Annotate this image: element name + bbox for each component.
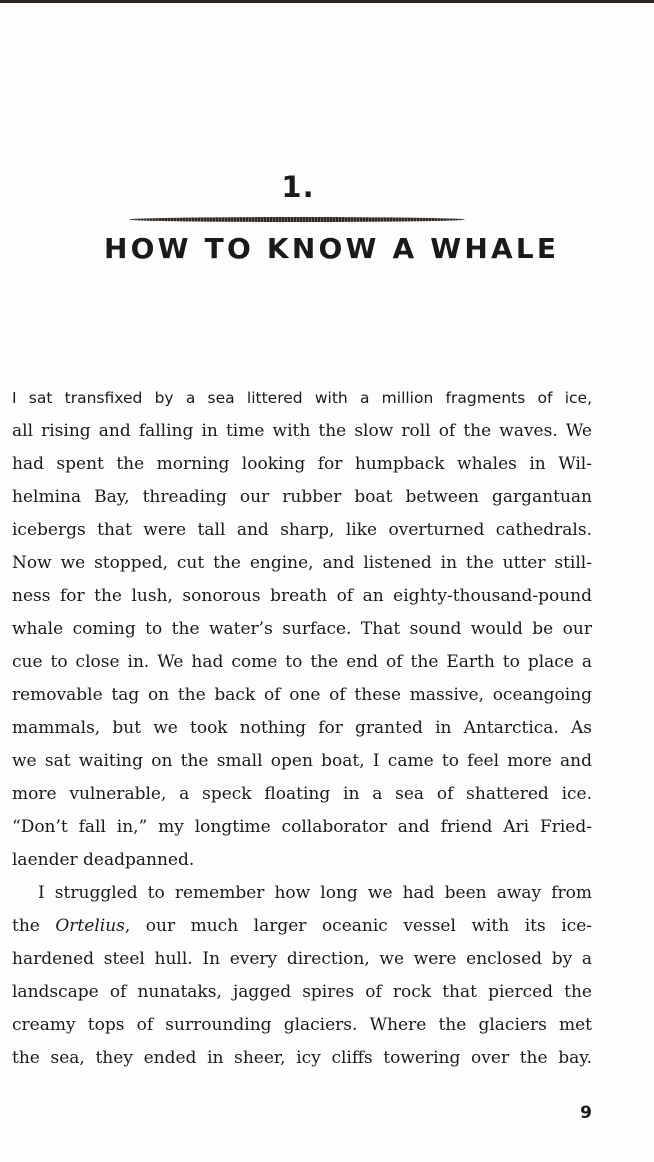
- text-line: had spent the morning looking for humpback whales in Wil-: [12, 454, 592, 474]
- body-text: [12, 382, 592, 1075]
- page-number: 9: [580, 1103, 592, 1123]
- text-line: whale coming to the water’s surface. That sound would be our: [12, 619, 592, 639]
- text-line: more vulnerable, a speck floating in a sea of shattered ice.: [12, 784, 592, 804]
- text-line: the sea, they ended in sheer, icy cliffs towering over the bay.: [12, 1048, 592, 1068]
- text-line: “Don’t fall in,” my longtime collaborator and friend Ari Fried-: [12, 817, 592, 837]
- text-line: creamy tops of surrounding glaciers. Where the glaciers met: [12, 1015, 592, 1035]
- text-line: I sat transfixed by a sea littered with a million fragments of ice,: [12, 389, 592, 407]
- text-line: all rising and falling in time with the slow roll of the waves. We: [12, 421, 592, 441]
- text-line: we sat waiting on the small open boat, I came to feel more and: [12, 751, 592, 771]
- text-line: ness for the lush, sonorous breath of an eighty-thousand-pound: [12, 586, 592, 606]
- text-line: Now we stopped, cut the engine, and listened in the utter still-: [12, 553, 592, 573]
- text-line: icebergs that were tall and sharp, like overturned cathedrals.: [12, 520, 592, 540]
- text-line: removable tag on the back of one of these massive, oceangoing: [12, 685, 592, 705]
- text-line: landscape of nunataks, jagged spires of rock that pierced the: [12, 982, 592, 1002]
- text-line: laender deadpanned.: [12, 850, 195, 870]
- text-line: hardened steel hull. In every direction, we were enclosed by a: [12, 949, 592, 969]
- page-top-edge: [0, 0, 654, 3]
- text-fragment: the: [12, 916, 40, 936]
- text-fragment: , our much larger oceanic vessel with its ice-: [124, 916, 592, 936]
- chapter-number: 1.: [281, 170, 315, 204]
- text-line: I struggled to remember how long we had been away from: [38, 883, 592, 903]
- text-line: mammals, but we took nothing for granted in Antarctica. As: [12, 718, 592, 738]
- chapter-title: HOW TO KNOW A WHALE: [104, 232, 560, 265]
- text-line: helmina Bay, threading our rubber boat between gargantuan: [12, 487, 592, 507]
- text-line: [12, 910, 592, 943]
- chapter-divider: [129, 217, 465, 222]
- text-line: cue to close in. We had come to the end of the Earth to place a: [12, 652, 592, 672]
- ship-name: Ortelius: [55, 916, 125, 936]
